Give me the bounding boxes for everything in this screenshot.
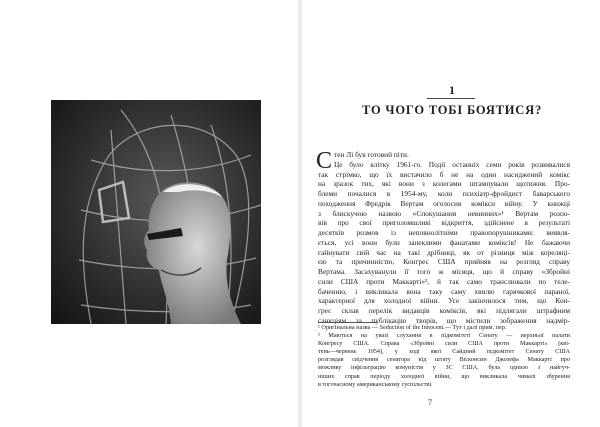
- body-line: єю та причинністю, Конгрес США прийняв на розгляд справу: [318, 257, 570, 267]
- footnote-line: в тогочасному американському суспільстві.: [318, 380, 433, 388]
- portrait-image: [51, 100, 261, 324]
- stan-lee-spiderman-photo: [51, 100, 261, 324]
- footnote-line: Конгресу США. Справа «Збройні сили США проти Маккарті» (кві-: [318, 340, 570, 348]
- chapter-title: ТО ЧОГО ТОБІ БОЯТИСЯ?: [361, 103, 543, 117]
- body-line: вів про свої приголомшливі відкриття, здійснене в результаті: [318, 218, 570, 228]
- body-line: походження Фредрік Вертам оголосив комікси війну. У книжці: [318, 198, 570, 208]
- footnote-line: ніших справ періоду холодної війни, що викликала чималі збурення: [318, 372, 570, 380]
- body-line: ється, усі вони були запеклими фанатами коміксів! Не бажаючи: [318, 237, 570, 247]
- footnote-line: можливу інфільтрацію комуністів у ЗС США, була однією з найгуч-: [318, 364, 570, 372]
- chapter-number: 1: [449, 83, 455, 97]
- body-first-line: тен Лі був готовий піти.: [334, 150, 409, 159]
- footnote-line: тень—червень 1954), у ході якої Сайдний підкомітет Сенату США: [318, 348, 570, 356]
- chapter-divider: [427, 98, 475, 99]
- footnote-line: ² Маються на увазі слухання в підкомітеті Сенату — верхньої палати: [318, 332, 570, 340]
- body-line: санкціям за публікацію творів, що містили зображення надмір-: [318, 315, 570, 325]
- body-line: сили США проти Маккарті»², й так само транслювали по теле-: [318, 276, 570, 286]
- body-line: Вертама. Засахуванули її того ж місяця, що й справу «Збройні: [318, 267, 570, 276]
- page-number: 7: [428, 398, 432, 407]
- footnote-divider: [318, 322, 378, 323]
- body-line: баченню, і викликала вона таку саму хвилю гарячкової параної,: [318, 286, 570, 296]
- body-line: з блискучою назвою «Спокушання невинних»¹ Вертам розпо-: [318, 208, 570, 218]
- footnote-line: ¹ Оригінальна назва — Seduction of the Innocent.— Тут і далі прим. пер.: [318, 324, 507, 331]
- footnote-line: розглядав свідчення сенатора від штату Вісконсин Джозефа Маккарті про: [318, 356, 570, 364]
- body-line: так стрімко, що їх вистачило б не на один насиджений комікс: [318, 169, 570, 179]
- body-line: десятків розмов із неповнолітніми правопорушниками: виявля-: [318, 228, 570, 237]
- drop-cap: С: [316, 148, 333, 174]
- body-line: гайнувати свій час на такі дрібниці, як от різниця між кореляці-: [318, 247, 570, 257]
- body-line: Це було влітку 1961-го. Події останніх семи років розвивалися: [334, 159, 570, 169]
- body-line: характерної для холодної війни. Усе закінчилося тим, що Кон-: [318, 296, 570, 306]
- footnotes: [318, 324, 570, 389]
- body-text: [318, 150, 570, 326]
- body-line: грес склав перелік видавців коміксів, які підлягали штрафним: [318, 306, 570, 315]
- page-gutter: [298, 0, 302, 427]
- body-line: на зразок тих, які вони з колегами штампували щотижня. Про-: [318, 179, 570, 189]
- body-line: блеми почалися в 1954-му, коли психіатр-фройдист баварського: [318, 189, 570, 198]
